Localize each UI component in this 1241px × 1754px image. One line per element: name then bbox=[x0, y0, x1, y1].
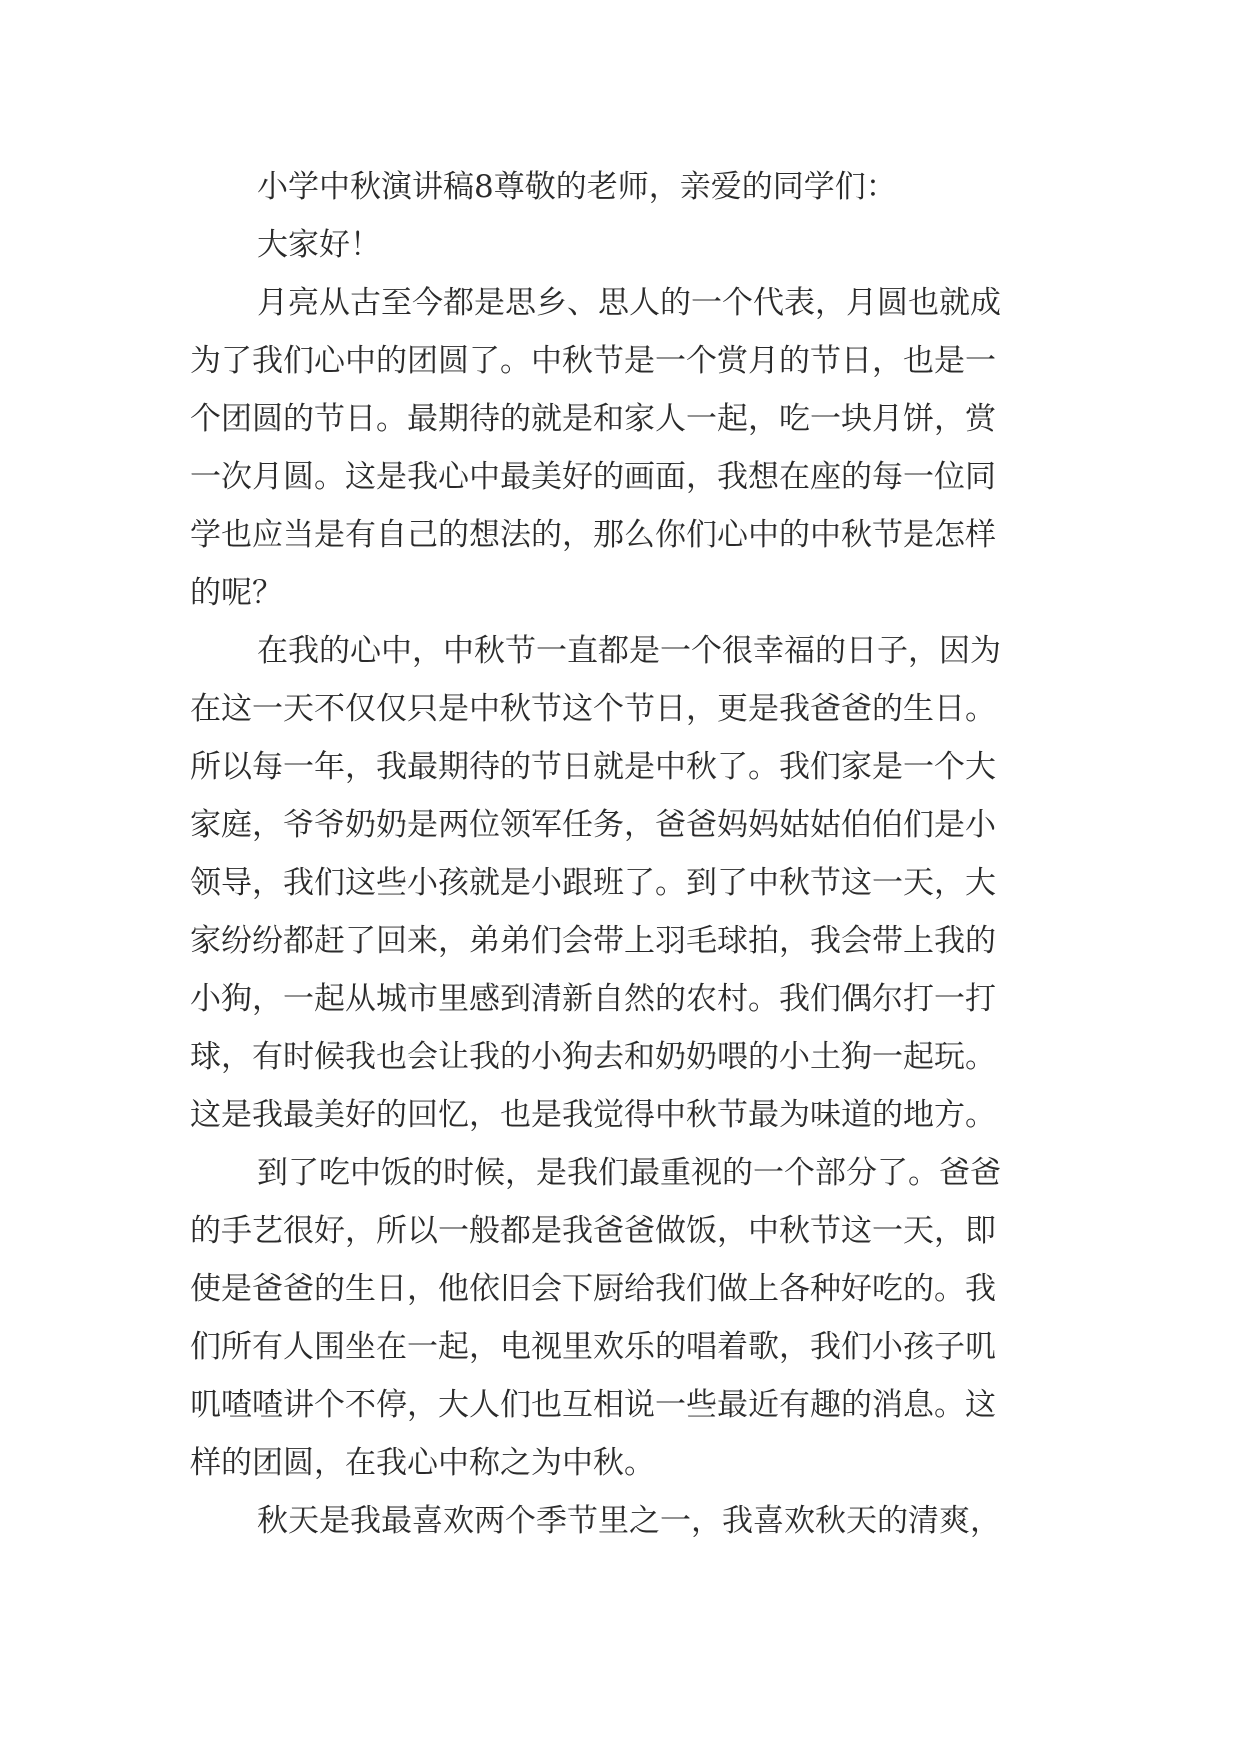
text-line: 这是我最美好的回忆，也是我觉得中秋节最为味道的地方。 bbox=[190, 1097, 996, 1133]
text-line: 月亮从古至今都是思乡、思人的一个代表，月圆也就成 bbox=[257, 285, 1001, 321]
text-line: 为了我们心中的团圆了。中秋节是一个赏月的节日，也是一 bbox=[190, 343, 996, 379]
text-line: 的呢？ bbox=[190, 575, 283, 611]
text-line: 学也应当是有自己的想法的，那么你们心中的中秋节是怎样 bbox=[190, 517, 996, 553]
text-line: 样的团圆，在我心中称之为中秋。 bbox=[190, 1445, 655, 1481]
text-line: 使是爸爸的生日，他依旧会下厨给我们做上各种好吃的。我 bbox=[190, 1271, 996, 1307]
text-line: 大家好！ bbox=[257, 227, 381, 263]
text-line: 小学中秋演讲稿8尊敬的老师，亲爱的同学们： bbox=[257, 169, 897, 205]
text-line: 家纷纷都赶了回来，弟弟们会带上羽毛球拍，我会带上我的 bbox=[190, 923, 996, 959]
text-line: 们所有人围坐在一起，电视里欢乐的唱着歌，我们小孩子叽 bbox=[190, 1329, 996, 1365]
text-line: 到了吃中饭的时候，是我们最重视的一个部分了。爸爸 bbox=[257, 1155, 1001, 1191]
text-line: 球，有时候我也会让我的小狗去和奶奶喂的小土狗一起玩。 bbox=[190, 1039, 996, 1075]
text-line: 一次月圆。这是我心中最美好的画面，我想在座的每一位同 bbox=[190, 459, 996, 495]
text-line: 叽喳喳讲个不停，大人们也互相说一些最近有趣的消息。这 bbox=[190, 1387, 996, 1423]
text-line: 的手艺很好，所以一般都是我爸爸做饭，中秋节这一天，即 bbox=[190, 1213, 996, 1249]
text-line: 领导，我们这些小孩就是小跟班了。到了中秋节这一天，大 bbox=[190, 865, 996, 901]
text-line: 在这一天不仅仅只是中秋节这个节日，更是我爸爸的生日。 bbox=[190, 691, 996, 727]
text-line: 秋天是我最喜欢两个季节里之一，我喜欢秋天的清爽， bbox=[257, 1503, 1001, 1539]
text-line: 在我的心中，中秋节一直都是一个很幸福的日子，因为 bbox=[257, 633, 1001, 669]
text-line: 所以每一年，我最期待的节日就是中秋了。我们家是一个大 bbox=[190, 749, 996, 785]
text-line: 个团圆的节日。最期待的就是和家人一起，吃一块月饼，赏 bbox=[190, 401, 996, 437]
text-line: 小狗，一起从城市里感到清新自然的农村。我们偶尔打一打 bbox=[190, 981, 996, 1017]
text-line: 家庭，爷爷奶奶是两位领军任务，爸爸妈妈姑姑伯伯们是小 bbox=[190, 807, 996, 843]
